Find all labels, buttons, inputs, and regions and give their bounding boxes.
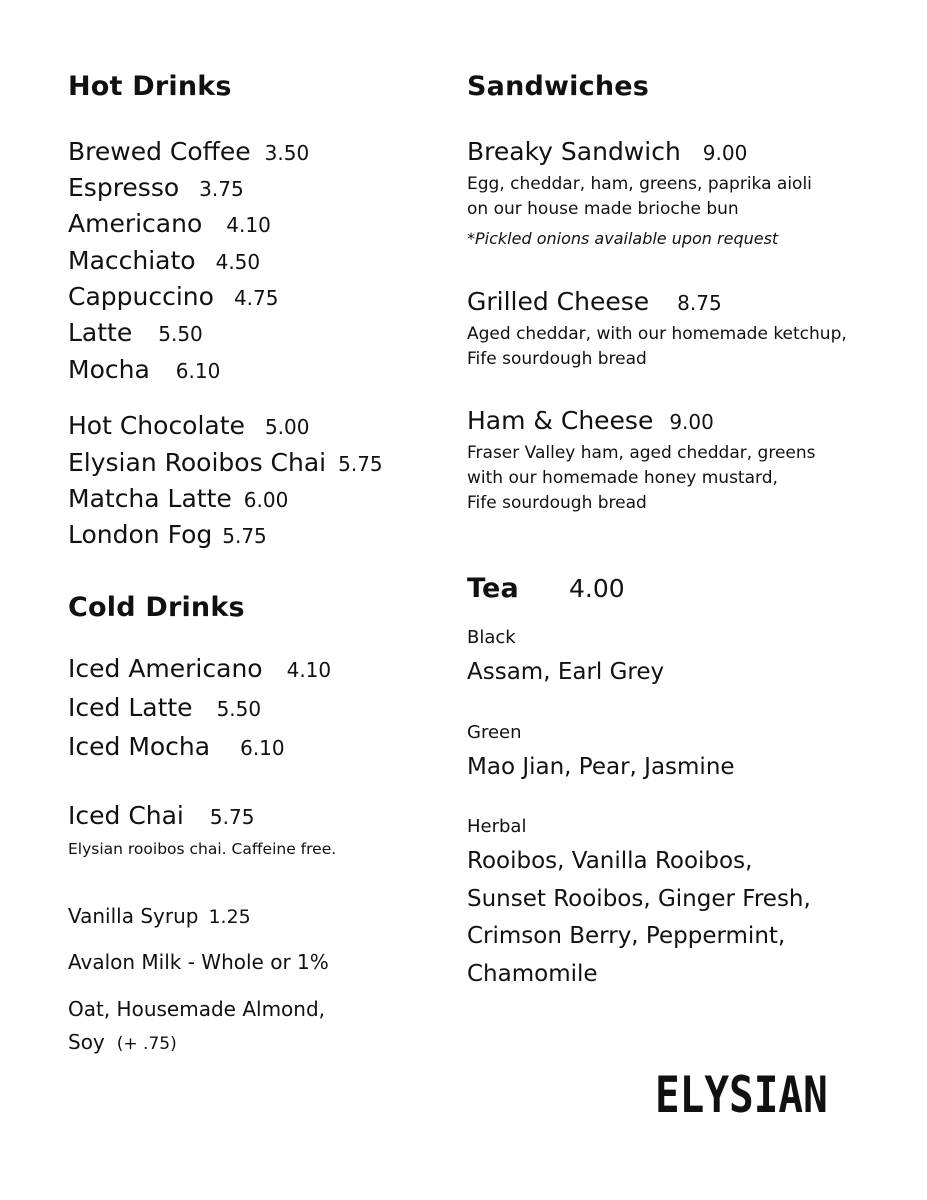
menu-item: Latte 5.50	[68, 318, 203, 347]
menu-item: Vanilla Syrup 1.25	[68, 904, 251, 928]
tea-list: Mao Jian, Pear, Jasmine	[467, 754, 735, 780]
menu-item: Soy (+ .75)	[68, 1030, 177, 1054]
menu-item: Iced Latte 5.50	[68, 693, 262, 722]
menu-item: Matcha Latte 6.00	[68, 484, 289, 513]
menu-item: Brewed Coffee 3.50	[68, 137, 310, 166]
menu-item: Hot Chocolate 5.00	[68, 411, 310, 440]
tea-heading: Tea 4.00	[467, 573, 625, 604]
item-description: Aged cheddar, with our homemade ketchup, Fife sourdough bread	[467, 324, 847, 369]
menu-item: Elysian Rooibos Chai 5.75	[68, 448, 383, 477]
menu-item: Iced Chai 5.75	[68, 801, 255, 830]
menu-item: Cappuccino 4.75	[68, 282, 279, 311]
item-note: *Pickled onions available upon request	[467, 229, 779, 248]
menu-item: Iced Mocha 6.10	[68, 732, 285, 761]
menu-item: Ham & Cheese 9.00	[467, 406, 714, 435]
tea-category-label: Black	[467, 627, 516, 648]
item-description: Egg, cheddar, ham, greens, paprika aioli on our house made brioche bun	[467, 174, 812, 219]
menu-item: Espresso 3.75	[68, 173, 244, 202]
menu-item: Iced Americano 4.10	[68, 654, 332, 683]
menu-item: Avalon Milk - Whole or 1%	[68, 950, 329, 974]
menu-item: Mocha 6.10	[68, 355, 221, 384]
menu-item: Grilled Cheese 8.75	[467, 287, 722, 316]
menu-item: Americano 4.10	[68, 209, 271, 238]
sandwiches-heading: Sandwiches	[467, 71, 650, 102]
hot-drinks-heading: Hot Drinks	[68, 71, 232, 102]
menu-item: London Fog 5.75	[68, 520, 267, 549]
tea-list: Rooibos, Vanilla Rooibos, Sunset Rooibos, Ginger Fresh, Crimson Berry, Peppermint, Chamomile	[467, 848, 811, 987]
tea-category-label: Green	[467, 722, 522, 743]
brand-logo: ELYSIAN	[655, 1066, 828, 1124]
menu-item: Breaky Sandwich 9.00	[467, 137, 748, 166]
tea-price: 4.00	[568, 574, 625, 603]
tea-category-label: Herbal	[467, 816, 527, 837]
tea-list: Assam, Earl Grey	[467, 659, 665, 685]
item-description: Elysian rooibos chai. Caffeine free.	[68, 840, 337, 858]
item-description: Fraser Valley ham, aged cheddar, greens with our homemade honey mustard, Fife sourdough bread	[467, 443, 816, 513]
cold-drinks-heading: Cold Drinks	[68, 592, 245, 623]
menu-item: Oat, Housemade Almond,	[68, 997, 326, 1021]
menu-item: Macchiato 4.50	[68, 246, 261, 275]
